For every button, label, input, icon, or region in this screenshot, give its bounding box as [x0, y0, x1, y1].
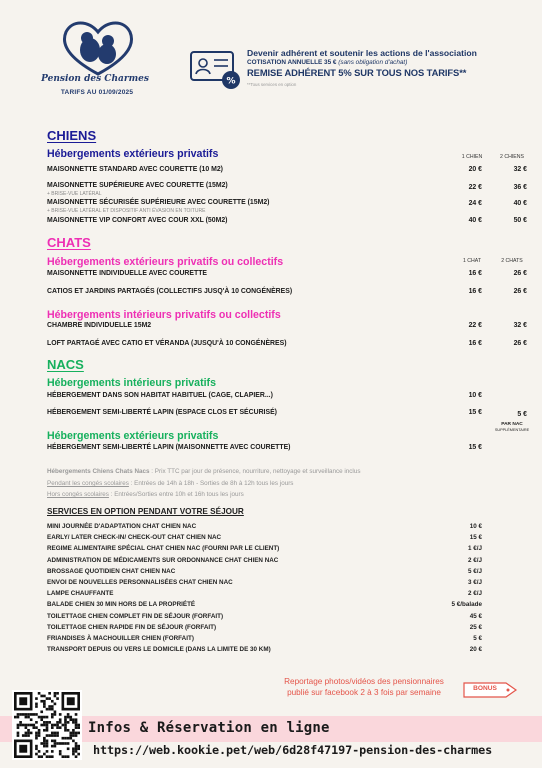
- service-price: 45 €: [469, 612, 482, 620]
- price-row-label: CHAMBRE INDIVIDUELLE 15M2: [47, 322, 152, 329]
- service-label: LAMPE CHAUFFANTE: [47, 590, 114, 598]
- service-price: 5 €/J: [467, 567, 482, 575]
- service-label: REGIME ALIMENTAIRE SPÉCIAL CHAT CHIEN NAC (FOURNI PAR LE CLIENT): [47, 545, 280, 553]
- info-line-pricing: Hébergements Chiens Chats Nacs : Prix TTC par jour de présence, nourriture, nettoyage et surveillance inclus: [47, 468, 361, 475]
- member-discount: REMISE ADHÉRENT 5% SUR TOUS NOS TARIFS**: [247, 67, 467, 78]
- price-row-label: MAISONNETTE SUPÉRIEURE AVEC COURETTE (15M2): [47, 182, 228, 189]
- chiens-subtitle: Hébergements extérieurs privatifs: [47, 148, 219, 160]
- price-row-label: HÉBERGEMENT SEMI-LIBERTÉ LAPIN (ESPACE CLOS ET SÉCURISÉ): [47, 409, 277, 416]
- membership-fee: COTISATION ANNUELLE 35 € (sans obligation d'achat): [247, 59, 408, 66]
- price-1: 16 €: [468, 340, 482, 347]
- info-line-off-holidays: Hors congés scolaires : Entrées/Sorties entre 10h et 16h tous les jours: [47, 491, 244, 498]
- bonus-tag: [462, 679, 520, 701]
- service-label: ENVOI DE NOUVELLES PERSONNALISÉES CHAT CHIEN NAC: [47, 579, 233, 586]
- price-2: 5 €: [517, 411, 527, 418]
- service-label: TOILETTAGE CHIEN COMPLET FIN DE SÉJOUR (FORFAIT): [47, 612, 224, 620]
- section-title-nacs: NACS: [47, 357, 84, 372]
- chats-subtitle-2: Hébergements intérieurs privatifs ou collectifs: [47, 309, 281, 321]
- price-1: 16 €: [468, 270, 482, 277]
- service-label: BROSSAGE QUOTIDIEN CHAT CHIEN NAC: [47, 567, 176, 575]
- price-2: 26 €: [513, 340, 527, 347]
- price-1: 22 €: [468, 184, 482, 191]
- tarifs-date: TARIFS AU 01/09/2025: [60, 89, 134, 96]
- price-1: 15 €: [468, 444, 482, 451]
- per-extra-nac-note: PAR NAC SUPPLÉMENTAIRE: [494, 422, 530, 432]
- col-header-2: 2 CHATS: [501, 258, 523, 264]
- bonus-label: BONUS: [473, 685, 497, 692]
- col-header-2: 2 CHIENS: [500, 154, 524, 160]
- price-1: 22 €: [468, 322, 482, 329]
- price-2: 50 €: [513, 217, 527, 224]
- col-header-1: 1 CHAT: [462, 258, 482, 264]
- service-label: BALADE CHIEN 30 MIN HORS DE LA PROPRIÉTÉ: [47, 601, 196, 609]
- service-price: 10 €: [469, 523, 482, 530]
- service-label: FRIANDISES À MACHOUILLER CHIEN (FORFAIT): [47, 635, 194, 642]
- svg-text:%: %: [226, 76, 236, 87]
- info-line-holidays: Pendant les congés scolaires : Entrées de 14h à 18h - Sorties de 8h à 12h tous les jours: [47, 480, 294, 487]
- price-1: 24 €: [468, 200, 482, 207]
- service-price: 1 €/J: [467, 545, 482, 553]
- membership-card-icon: [189, 48, 243, 90]
- price-1: 40 €: [468, 217, 482, 224]
- nacs-subtitle-1: Hébergements intérieurs privatifs: [47, 377, 216, 389]
- col-header-1: 1 CHIEN: [461, 154, 483, 160]
- service-label: ADMINISTRATION DE MÉDICAMENTS SUR ORDONNANCE CHAT CHIEN NAC: [47, 556, 279, 564]
- price-2: 26 €: [513, 270, 527, 277]
- price-row-note: + BRISE-VUE LATÉRAL ET DISPOSITIF ANTI ÉVASION EN TOITURE: [47, 208, 206, 214]
- section-title-chiens: CHIENS: [47, 128, 97, 143]
- service-price: 5 €/balade: [451, 601, 482, 609]
- price-1: 10 €: [468, 392, 482, 399]
- footer-title: Infos & Réservation en ligne: [88, 720, 330, 736]
- service-price: 3 €/J: [467, 579, 482, 586]
- price-row-note: + BRISE-VUE LATÉRAL: [47, 191, 102, 197]
- brand-name: Pension des Charmes: [41, 74, 149, 84]
- service-label: TRANSPORT DEPUIS OU VERS LE DOMICILE (DANS LA LIMITE DE 30 KM): [47, 646, 271, 654]
- service-price: 2 €/J: [467, 556, 482, 564]
- price-row-label: HÉBERGEMENT DANS SON HABITAT HABITUEL (CAGE, CLAPIER...): [47, 392, 273, 399]
- price-row-label: LOFT PARTAGÉ AVEC CATIO ET VÉRANDA (JUSQU'À 10 CONGÉNÈRES): [47, 340, 287, 347]
- price-1: 16 €: [468, 288, 482, 295]
- price-row-label: HÉBERGEMENT SEMI-LIBERTÉ LAPIN (MAISONNETTE AVEC COURETTE): [47, 444, 291, 451]
- service-label: MINI JOURNÉE D'ADAPTATION CHAT CHIEN NAC: [47, 523, 197, 530]
- service-price: 20 €: [469, 646, 482, 654]
- discount-footnote: **Tous services en option: [247, 82, 297, 87]
- service-label: TOILETTAGE CHIEN RAPIDE FIN DE SÉJOUR (FORFAIT): [47, 623, 217, 631]
- service-price: 25 €: [469, 623, 482, 631]
- service-price: 15 €: [469, 534, 482, 542]
- price-row-label: MAISONNETTE STANDARD AVEC COURETTE (10 M2): [47, 166, 223, 173]
- price-row-label: MAISONNETTE VIP CONFORT AVEC COUR XXL (50M2): [47, 217, 228, 224]
- qr-code-icon[interactable]: [12, 690, 82, 760]
- price-1: 20 €: [468, 166, 482, 173]
- price-2: 26 €: [513, 288, 527, 295]
- price-2: 40 €: [513, 200, 527, 207]
- price-row-label: MAISONNETTE SÉCURISÉE SUPÉRIEURE AVEC COURETTE (15M2): [47, 199, 270, 206]
- price-2: 36 €: [513, 184, 527, 191]
- nacs-subtitle-2: Hébergements extérieurs privatifs: [47, 430, 219, 442]
- chats-subtitle-1: Hébergements extérieurs privatifs ou collectifs: [47, 256, 284, 268]
- services-title: SERVICES EN OPTION PENDANT VOTRE SÉJOUR: [47, 507, 244, 516]
- price-row-label: MAISONNETTE INDIVIDUELLE AVEC COURETTE: [47, 270, 208, 277]
- service-price: 5 €: [473, 635, 482, 642]
- price-1: 15 €: [468, 409, 482, 416]
- reportage-note: Reportage photos/vidéos des pensionnaires publié sur facebook 2 à 3 fois par semaine: [284, 677, 444, 697]
- membership-headline: Devenir adhérent et soutenir les actions de l'association: [247, 48, 477, 58]
- price-2: 32 €: [513, 322, 527, 329]
- section-title-chats: CHATS: [47, 235, 91, 250]
- price-2: 32 €: [513, 166, 527, 173]
- booking-url-link[interactable]: https://web.kookie.pet/web/6d28f47197-pension-des-charmes: [93, 743, 493, 757]
- service-price: 2 €/J: [467, 590, 482, 598]
- price-row-label: CATIOS ET JARDINS PARTAGÉS (COLLECTIFS JUSQ'À 10 CONGÉNÈRES): [47, 288, 293, 295]
- service-label: EARLY/ LATER CHECK-IN/ CHECK-OUT CHAT CHIEN NAC: [47, 534, 222, 542]
